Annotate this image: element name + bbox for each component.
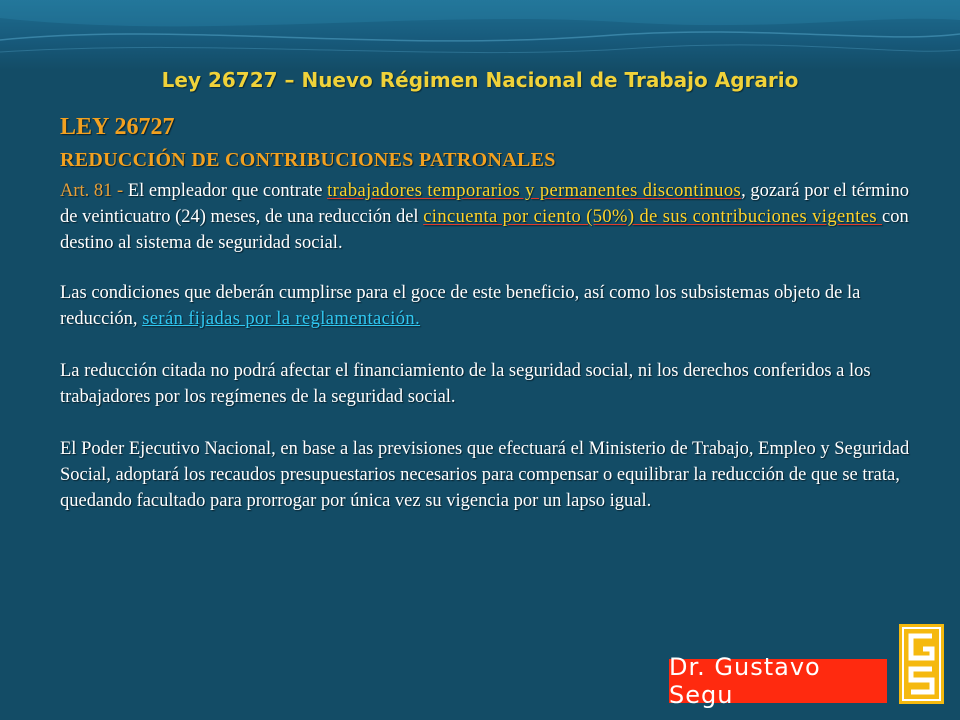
paragraph-text: , gozará por el término de veinticuatro (24) meses, de una reducción del [60, 181, 910, 227]
article-number: Art. 81 - [60, 181, 124, 201]
author-signature-badge: Dr. Gustavo Segu [669, 659, 887, 703]
header-wave-decoration [0, 0, 960, 70]
slide-content [60, 112, 920, 514]
paragraph-text: con destino al sistema de seguridad social. [60, 207, 909, 253]
law-heading: LEY 26727 [60, 114, 175, 140]
slide-title: Ley 26727 – Nuevo Régimen Nacional de Trabajo Agrario [161, 68, 799, 92]
paragraph-article-81 [60, 178, 920, 256]
highlight-temporary-workers: trabajadores temporarios y permanentes discontinuos [327, 181, 742, 201]
section-heading: REDUCCIÓN DE CONTRIBUCIONES PATRONALES [60, 149, 556, 171]
highlight-contribution-reduction: cincuenta por ciento (50%) de sus contribuciones vigentes [423, 207, 883, 227]
paragraph-text: Las condiciones que deberán cumplirse para el goce de este beneficio, así como los subsistemas objeto de la reducción, [60, 283, 861, 329]
paragraph-text: El empleador que contrate [123, 181, 328, 201]
paragraph-executive-power: El Poder Ejecutivo Nacional, en base a las previsiones que efectuará el Ministerio de Trabajo, Empleo y Seguridad Social, adoptará los recaudos presupuestarios necesarios para compensar o equilibrar la reducción de que se trata, quedando facultado para prorrogar por única vez su vigencia por un lapso igual. [60, 439, 910, 511]
paragraph-conditions [60, 280, 920, 332]
header-wave-band [0, 0, 960, 70]
gs-logo-icon [899, 624, 944, 704]
paragraph-financing: La reducción citada no podrá afectar el financiamiento de la seguridad social, ni los derechos conferidos a los trabajadores por los regímenes de la seguridad social. [60, 361, 871, 407]
regulation-link[interactable]: serán fijadas por la reglamentación. [142, 309, 421, 329]
